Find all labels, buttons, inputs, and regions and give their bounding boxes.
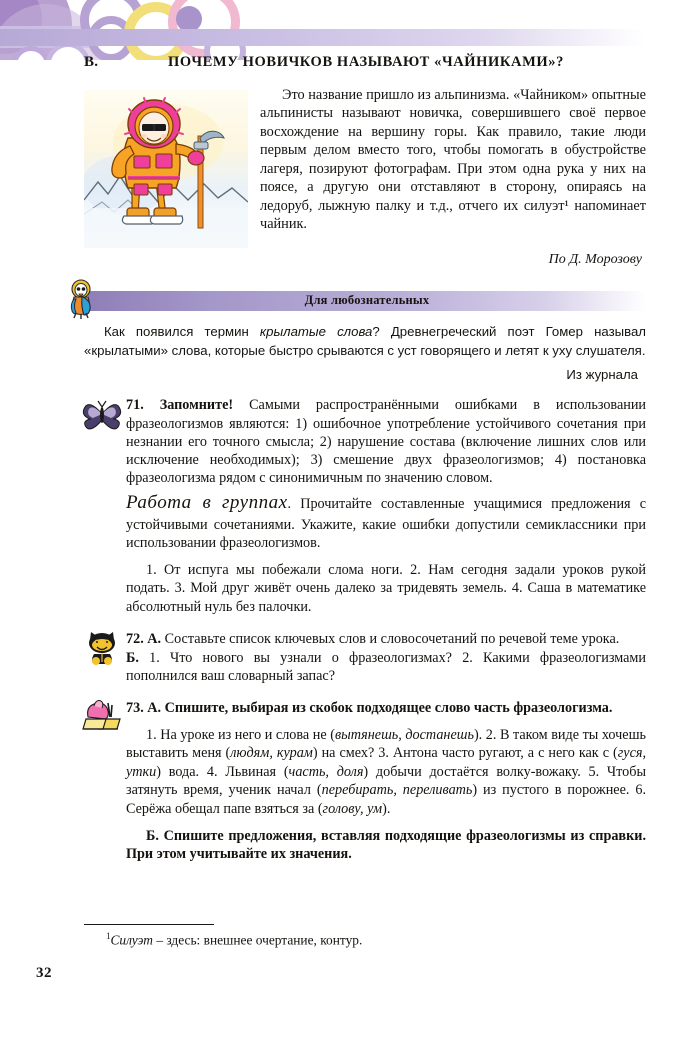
- footnote-marker: 1: [106, 931, 111, 941]
- footnote-separator: [84, 924, 214, 925]
- exercise-72-number: 72.: [126, 631, 144, 648]
- exercise-73-b-text: Спишите предложения, вставляя подходящие фразеологизмы из справки. При этом учитывайте их значения.: [126, 828, 646, 863]
- exercise-73-text-4: ) на смех? 3. Антона часто ругают, а с него как с (: [312, 745, 618, 762]
- exercise-73-choice-1: вытянешь, достанешь: [334, 727, 474, 744]
- exercise-73-choice-11: голову, ум: [322, 800, 383, 817]
- pencil-case-icon: [82, 697, 122, 735]
- exercise-73-text-12: ).: [382, 800, 391, 817]
- footnote-area: [84, 924, 646, 948]
- exercise-71-body: [126, 396, 646, 616]
- exercise-73-a-label: А.: [147, 699, 162, 716]
- page-number: 32: [36, 965, 52, 981]
- footnote-term: Силуэт: [110, 932, 153, 948]
- exercise-71-sentences: [126, 561, 646, 616]
- cat-icon: [82, 628, 122, 666]
- footnote-definition: – здесь: внешнее очертание, контур.: [152, 932, 363, 948]
- exercise-72-part-b: [126, 649, 646, 685]
- exercise-73-a-text: Спишите, выбирая из скобок подходящее слово часть фразеологизма.: [164, 699, 613, 716]
- page-content: [84, 54, 646, 864]
- butterfly-icon: [82, 394, 122, 432]
- intro-paragraph: Это название пришло из альпинизма. «Чайником» опытные альпинисты называют новичка, совершившего своё первое восхождение на вершину горы. Как правило, такие люди первым делом вместо того, чтобы помогать в обустройстве лагеря, позируют фотографам. При этом одна рука у них на поясе, а другую они отставляют в сторону, опираясь на ледоруб, лыжную палку и т.д., отчего их силуэт¹ напоминает чайник.: [260, 87, 646, 233]
- lesson-title-row: [84, 54, 646, 76]
- exercise-73-b-label: Б.: [146, 828, 159, 845]
- climber-illustration: [84, 90, 248, 248]
- intro-block: [84, 86, 646, 268]
- exercise-73-choice-3: людям, курам: [230, 745, 313, 762]
- group-work-body: . Прочитайте составленные учащимися предложения с устойчивыми сочетаниями. Укажите, какие ошибки допустили семиклассники при использовании фразеологизмов.: [126, 496, 646, 551]
- exercise-73-text-2: ). 2. В таком виде ты хочешь выставить меня (: [126, 727, 646, 762]
- exercise-72: [84, 630, 646, 685]
- page-header-decoration: [0, 0, 700, 60]
- exercise-73-number: 73.: [126, 699, 144, 716]
- exercise-73-body: [126, 699, 646, 864]
- curious-text-part1: Как появился термин: [104, 324, 260, 339]
- exercise-72-body: [126, 630, 646, 685]
- exercise-71-number: 71.: [126, 397, 144, 414]
- exercise-72-b-text: 1. Что нового вы узнали о фразеологизмах? 2. Какими фразеологизмами пополнился ваш словарный запас?: [126, 649, 647, 684]
- climber-illustration-svg: [84, 90, 248, 248]
- lesson-attribution: По Д. Морозову: [548, 252, 642, 267]
- exercise-71-text: [126, 396, 646, 487]
- exercise-73-text-0: 1. На уроке из него и слова не (: [146, 727, 335, 744]
- footnote: [84, 931, 646, 948]
- curious-banner-label: Для любознательных: [304, 293, 430, 307]
- curious-text: [84, 323, 646, 360]
- exercise-73-text-8: ) добычи достаётся волку-вожаку. 5. Чтобы затянуть время, ученик начал (: [126, 763, 647, 799]
- exercise-73-sentences: [126, 726, 646, 818]
- group-work-heading: Работа в группах: [126, 492, 288, 514]
- section-letter: В.: [84, 54, 99, 70]
- exercise-71: [84, 396, 646, 616]
- exercise-73-text-10: ) из пустого в порожнее. 6. Серёжа обещал папе взяться за (: [126, 782, 647, 817]
- curious-source: Из журнала: [566, 367, 638, 383]
- exercise-72-part-a: [126, 630, 646, 648]
- exercise-73: [84, 699, 646, 864]
- exercise-72-a-text: Составьте список ключевых слов и словосочетаний по речевой теме урока.: [164, 631, 620, 648]
- parrot-icon: [65, 279, 97, 319]
- exercise-73-sentence-list: [126, 726, 646, 818]
- curious-term-italic: крылатые слова: [259, 324, 373, 339]
- curious-banner: [88, 291, 646, 311]
- exercise-72-b-label: Б.: [126, 649, 139, 666]
- exercise-73-choice-5: гуся, утки: [126, 745, 647, 780]
- curious-section-header: [84, 285, 646, 315]
- exercise-71-content: Самыми распространёнными ошибками в использовании фразеологизмов являются: 1) ошибочное употребление устойчивого сочетания при незнании его точного смысла; 2) нарушение состава (включение лишних слов или исключение необходимых); 3) смешение двух фразеологизмов; 4) постановка фразеологизма рядом с синонимичным по значению словом.: [126, 397, 647, 487]
- exercise-73-part-b: [126, 827, 646, 863]
- deco-band-main: [0, 29, 645, 46]
- exercise-73-choice-9: перебирать, переливать: [321, 782, 473, 799]
- exercise-73-choice-7: часть, доля: [288, 763, 364, 780]
- exercise-71-group-work: [126, 491, 646, 552]
- exercise-72-a-label: А.: [147, 631, 162, 648]
- exercise-73-part-a: [126, 699, 646, 717]
- curious-text-part2: ? Древнегреческий поэт Гомер называл «крылатыми» слова, которые быстро срываются с уст говорящего и летят к уху слушателя.: [84, 324, 646, 358]
- exercise-71-lead: Запомните!: [159, 397, 234, 414]
- curious-paragraph: [84, 323, 646, 360]
- exercise-73-text-6: ) вода. 4. Львиная (: [156, 763, 289, 780]
- lesson-title: ПОЧЕМУ НОВИЧКОВ НАЗЫВАЮТ «ЧАЙНИКАМИ»?: [168, 54, 564, 70]
- exercise-71-sentence-list: 1. От испуга мы побежали слома ноги. 2. Нам сегодня задали уроков рукой подать. 3. Мой друг живёт очень далеко за тридевять земель. 4. Саша в математике абсолютный нуль без палочки.: [126, 561, 646, 615]
